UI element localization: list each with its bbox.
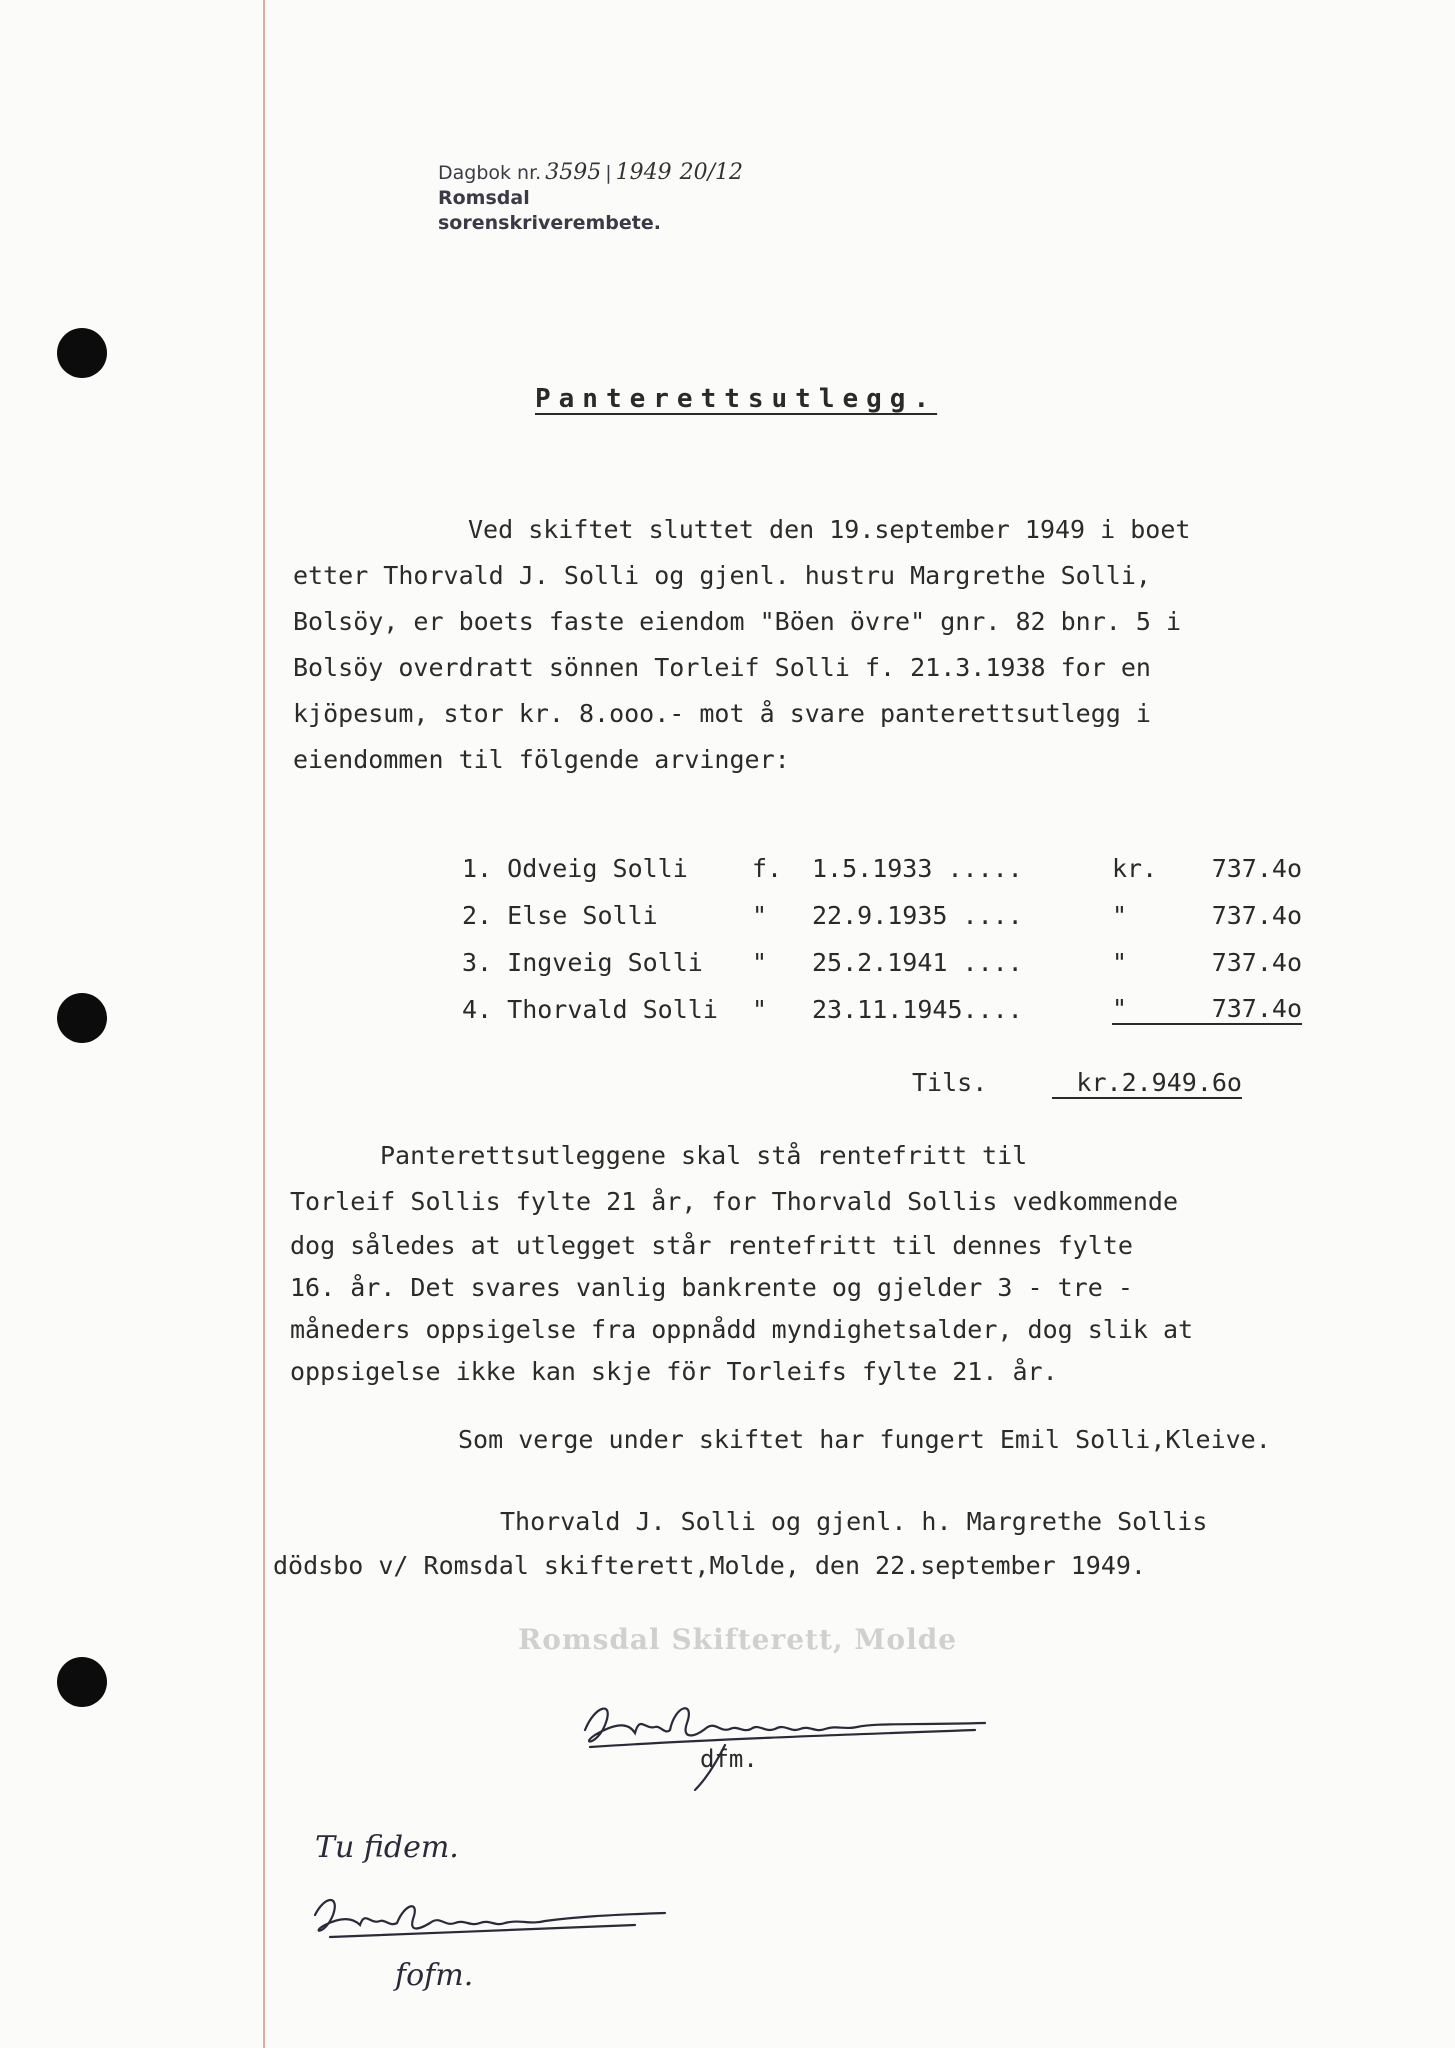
text-line: Torleif Sollis fylte 21 år, for Thorvald Sollis vedkommende [290, 1187, 1179, 1216]
heir-currency: " [1112, 901, 1128, 930]
heir-amount: 737.4o [1211, 948, 1302, 977]
heir-prefix: " [752, 948, 768, 977]
heir-prefix: " [752, 995, 768, 1024]
heir-date: 22.9.1935 .... [812, 901, 1023, 930]
handwritten-note: Tu fidem. [315, 1830, 459, 1865]
text-line: eiendommen til fölgende arvinger: [293, 745, 790, 774]
text-line: 16. år. Det svares vanlig bankrente og gjelder 3 - tre - [290, 1273, 1133, 1302]
text-line: Panterettsutleggene skal stå rentefritt til [380, 1141, 1028, 1170]
text-line: etter Thorvald J. Solli og gjenl. hustru Margrethe Solli, [293, 561, 1151, 590]
text-line: Bolsöy, er boets faste eiendom "Böen övre" gnr. 82 bnr. 5 i [293, 607, 1182, 636]
stamp-year: 1949 [615, 160, 672, 185]
stamp-number: 3595 [545, 160, 602, 185]
heir-amount: 737.4o [1211, 854, 1302, 883]
heir-amount: 737.4o [1162, 994, 1302, 1025]
signature-copy [305, 1885, 685, 1965]
text-line: oppsigelse ikke kan skje för Torleifs fylte 21. år. [290, 1357, 1058, 1386]
signature [575, 1685, 995, 1795]
signature-title: dfm. [700, 1745, 758, 1773]
text-line: Bolsöy overdratt sönnen Torleif Solli f. 21.3.1938 for en [293, 653, 1151, 682]
heir-row [462, 939, 1302, 986]
document-title: Panterettsutlegg. [535, 384, 938, 414]
heir-name: 3. Ingveig Solli [462, 948, 703, 977]
closing-line: dödsbo v/ Romsdal skifterett,Molde, den 22.september 1949. [273, 1551, 1146, 1580]
punch-hole [57, 993, 107, 1043]
heir-currency: " [1112, 994, 1162, 1025]
heirs-list [462, 845, 1302, 1033]
stamp-label: Dagbok nr. [438, 162, 542, 184]
heir-amount: 737.4o [1211, 901, 1302, 930]
court-seal-stamp: Romsdal Skifterett, Molde [518, 1623, 958, 1656]
heir-currency: " [1112, 948, 1128, 977]
guardian-line: Som verge under skiftet har fungert Emil Solli,Kleive. [458, 1425, 1271, 1454]
heir-name: 2. Else Solli [462, 901, 658, 930]
text-line: Ved skiftet sluttet den 19.september 1949 i boet [468, 515, 1191, 544]
total-row [912, 1068, 1242, 1099]
total-value: kr.2.949.6o [1052, 1068, 1242, 1099]
margin-line [263, 0, 265, 2048]
text-line: kjöpesum, stor kr. 8.ooo.- mot å svare panterettsutlegg i [293, 699, 1151, 728]
total-label: Tils. [912, 1068, 988, 1097]
heir-prefix: " [752, 901, 768, 930]
text-line: dog således at utlegget står rentefritt til dennes fylte [290, 1231, 1133, 1260]
journal-stamp: Dagbok nr. 3595 | 1949 20/12 Romsdal sorenskriverembete. [438, 160, 758, 236]
heir-row [462, 986, 1302, 1033]
heir-date: 25.2.1941 .... [812, 948, 1023, 977]
punch-hole [57, 328, 107, 378]
text-line: måneders oppsigelse fra oppnådd myndighetsalder, dog slik at [290, 1315, 1194, 1344]
heir-prefix: f. [752, 854, 783, 883]
heir-date: 1.5.1933 ..... [812, 854, 1023, 883]
stamp-date: 20/12 [679, 160, 744, 185]
heir-name: 4. Thorvald Solli [462, 995, 718, 1024]
stamp-office: Romsdal sorenskriverembete. [438, 187, 661, 234]
heir-date: 23.11.1945.... [812, 995, 1023, 1024]
heir-currency: kr. [1112, 854, 1158, 883]
handwritten-signature-title: fofm. [395, 1958, 474, 1993]
heir-row [462, 845, 1302, 892]
punch-hole [57, 1657, 107, 1707]
closing-line: Thorvald J. Solli og gjenl. h. Margrethe Sollis [500, 1507, 1208, 1536]
heir-row [462, 892, 1302, 939]
heir-name: 1. Odveig Solli [462, 854, 688, 883]
